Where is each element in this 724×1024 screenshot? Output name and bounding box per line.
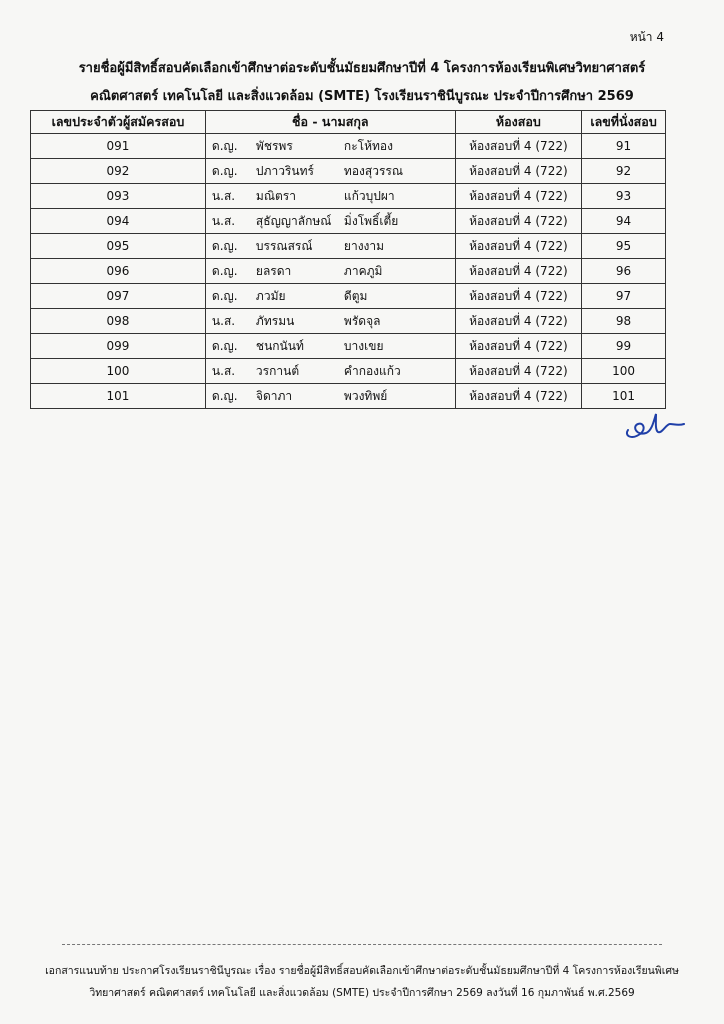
- seat-number-cell: 98: [582, 309, 666, 334]
- footer-line-1: เอกสารแนบท้าย ประกาศโรงเรียนราชินีบูรณะ เรื่อง รายชื่อผู้มีสิทธิ์สอบคัดเลือกเข้าศึกษาต่อระดับชั้นมัธยมศึกษาปีที่ 4 โครงการห้องเรียนพิเศษ: [45, 965, 679, 977]
- exam-room-cell: ห้องสอบที่ 4 (722): [455, 184, 581, 209]
- name-prefix: น.ส.: [211, 188, 236, 203]
- exam-room-cell: ห้องสอบที่ 4 (722): [455, 209, 581, 234]
- first-name: ภวมัย: [255, 288, 286, 303]
- name-prefix: ด.ญ.: [211, 163, 238, 178]
- table-row: [31, 259, 666, 284]
- table-row: [31, 134, 666, 159]
- header-exam-room: ห้องสอบ: [455, 111, 581, 134]
- candidate-id-cell: 092: [31, 159, 206, 184]
- table-row: [31, 309, 666, 334]
- table-row: [31, 184, 666, 209]
- exam-room-cell: ห้องสอบที่ 4 (722): [455, 334, 581, 359]
- title-line-1: รายชื่อผู้มีสิทธิ์สอบคัดเลือกเข้าศึกษาต่อระดับชั้นมัธยมศึกษาปีที่ 4 โครงการห้องเรียนพิเศษวิทยาศาสตร์: [78, 61, 646, 76]
- full-name-cell: [205, 309, 455, 334]
- full-name-cell: [205, 184, 455, 209]
- full-name-cell: [205, 384, 455, 409]
- seat-number-cell: 93: [582, 184, 666, 209]
- name-prefix: ด.ญ.: [211, 138, 238, 153]
- last-name: กะโห้ทอง: [343, 138, 393, 153]
- candidate-id-cell: 093: [31, 184, 206, 209]
- candidate-id-cell: 099: [31, 334, 206, 359]
- candidate-table: [30, 110, 666, 409]
- first-name: ชนกนันท์: [255, 338, 304, 353]
- name-prefix: ด.ญ.: [211, 288, 238, 303]
- first-name: ยลรดา: [255, 263, 292, 278]
- exam-room-cell: ห้องสอบที่ 4 (722): [455, 309, 581, 334]
- candidate-id-cell: 100: [31, 359, 206, 384]
- first-name: วรกานต์: [255, 363, 300, 378]
- header-candidate-id: เลขประจำตัวผู้สมัครสอบ: [31, 111, 206, 134]
- candidate-id-cell: 098: [31, 309, 206, 334]
- first-name: พัชรพร: [255, 138, 293, 153]
- full-name-cell: [205, 209, 455, 234]
- name-prefix: น.ส.: [211, 213, 236, 228]
- footer-note: [40, 960, 684, 1004]
- name-prefix: ด.ญ.: [211, 238, 238, 253]
- last-name: พรัดจุล: [343, 313, 381, 328]
- name-prefix: น.ส.: [211, 363, 236, 378]
- last-name: แก้วบุปผา: [343, 188, 395, 203]
- name-prefix: น.ส.: [211, 313, 236, 328]
- first-name: ปภาวรินทร์: [255, 163, 314, 178]
- header-full-name: ชื่อ - นามสกุล: [205, 111, 455, 134]
- table-header-row: [31, 111, 666, 134]
- seat-number-cell: 99: [582, 334, 666, 359]
- exam-room-cell: ห้องสอบที่ 4 (722): [455, 134, 581, 159]
- candidate-id-cell: 094: [31, 209, 206, 234]
- first-name: มณิตรา: [255, 188, 296, 203]
- last-name: ทองสุวรรณ: [343, 163, 403, 178]
- table-row: [31, 384, 666, 409]
- last-name: คำกองแก้ว: [343, 363, 401, 378]
- table-row: [31, 359, 666, 384]
- candidate-id-cell: 095: [31, 234, 206, 259]
- exam-room-cell: ห้องสอบที่ 4 (722): [455, 284, 581, 309]
- signature-mark: [622, 400, 686, 444]
- title-line-2: คณิตศาสตร์ เทคโนโลยี และสิ่งแวดล้อม (SMTE) โรงเรียนราชินีบูรณะ ประจำปีการศึกษา 2569: [90, 89, 634, 104]
- candidate-id-cell: 101: [31, 384, 206, 409]
- last-name: มิ่งโพธิ์เตี้ย: [343, 213, 399, 228]
- table-row: [31, 209, 666, 234]
- seat-number-cell: 97: [582, 284, 666, 309]
- name-prefix: ด.ญ.: [211, 388, 238, 403]
- page-number: หน้า 4: [629, 30, 664, 44]
- full-name-cell: [205, 134, 455, 159]
- exam-room-cell: ห้องสอบที่ 4 (722): [455, 384, 581, 409]
- table-row: [31, 159, 666, 184]
- seat-number-cell: 94: [582, 209, 666, 234]
- seat-number-cell: 96: [582, 259, 666, 284]
- document-title: [40, 55, 684, 111]
- exam-room-cell: ห้องสอบที่ 4 (722): [455, 159, 581, 184]
- seat-number-cell: 101: [582, 384, 666, 409]
- footer-divider: [62, 944, 662, 945]
- seat-number-cell: 92: [582, 159, 666, 184]
- exam-room-cell: ห้องสอบที่ 4 (722): [455, 259, 581, 284]
- first-name: ภัทรมน: [255, 313, 295, 328]
- table-row: [31, 334, 666, 359]
- last-name: ภาคภูมิ: [343, 263, 383, 278]
- footer-line-2: วิทยาศาสตร์ คณิตศาสตร์ เทคโนโลยี และสิ่งแวดล้อม (SMTE) ประจำปีการศึกษา 2569 ลงวันที่ 16 กุมภาพันธ์ พ.ศ.2569: [89, 987, 635, 999]
- full-name-cell: [205, 159, 455, 184]
- full-name-cell: [205, 259, 455, 284]
- first-name: บรรณสรณ์: [255, 238, 313, 253]
- exam-room-cell: ห้องสอบที่ 4 (722): [455, 234, 581, 259]
- exam-room-cell: ห้องสอบที่ 4 (722): [455, 359, 581, 384]
- name-prefix: ด.ญ.: [211, 338, 238, 353]
- full-name-cell: [205, 234, 455, 259]
- full-name-cell: [205, 359, 455, 384]
- last-name: ดีตูม: [343, 288, 368, 303]
- full-name-cell: [205, 334, 455, 359]
- header-seat-number: เลขที่นั่งสอบ: [582, 111, 666, 134]
- last-name: พวงทิพย์: [343, 388, 388, 403]
- seat-number-cell: 95: [582, 234, 666, 259]
- seat-number-cell: 91: [582, 134, 666, 159]
- last-name: ยางงาม: [343, 238, 385, 253]
- last-name: บางเขย: [343, 338, 384, 353]
- table-row: [31, 284, 666, 309]
- table-row: [31, 234, 666, 259]
- seat-number-cell: 100: [582, 359, 666, 384]
- candidate-id-cell: 097: [31, 284, 206, 309]
- first-name: สุธัญญาลักษณ์: [255, 213, 332, 228]
- full-name-cell: [205, 284, 455, 309]
- first-name: จิดาภา: [255, 388, 293, 403]
- candidate-id-cell: 091: [31, 134, 206, 159]
- candidate-id-cell: 096: [31, 259, 206, 284]
- name-prefix: ด.ญ.: [211, 263, 238, 278]
